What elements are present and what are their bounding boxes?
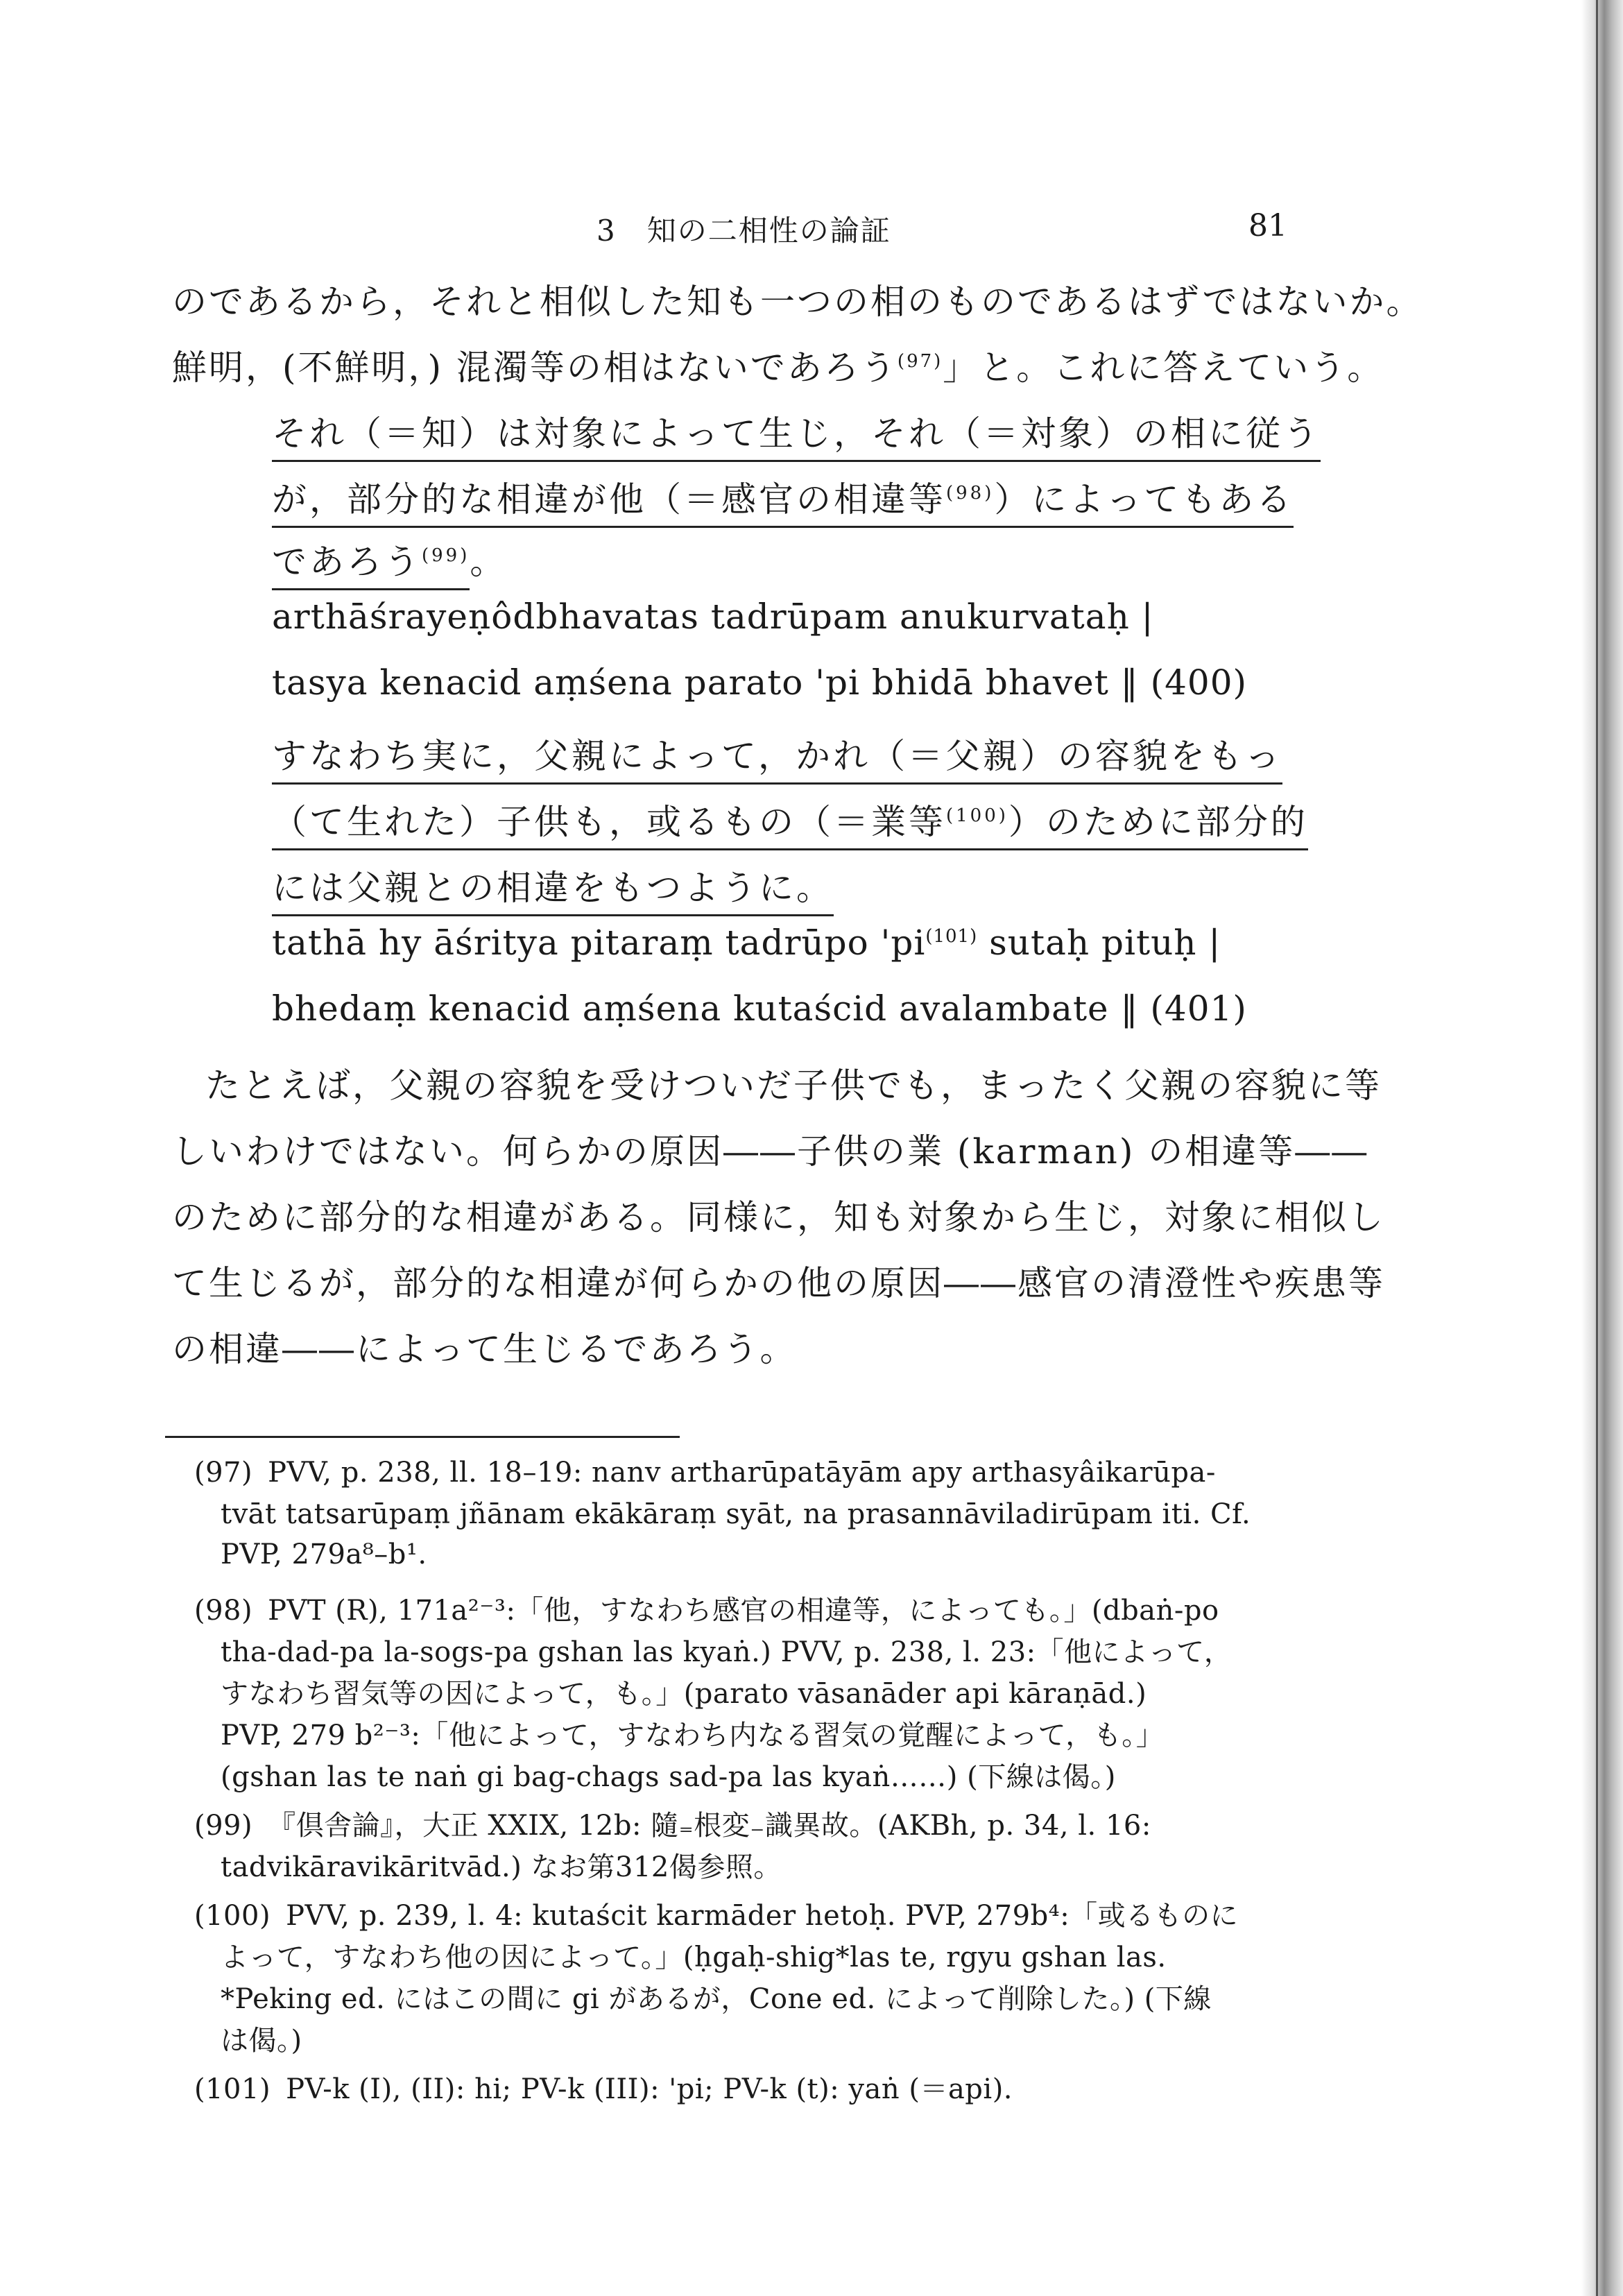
sanskrit-verse-line: tasya kenacid aṃśena parato 'pi bhidā bhavet ‖ (400) (272, 662, 1248, 703)
body-text-line: のために部分的な相違がある。同様に，知も対象から生じ，対象に相似し (172, 1197, 1385, 1237)
footnote-number: (97) (194, 1457, 253, 1489)
footnote-ref[interactable]: (100) (946, 805, 1008, 826)
verse-text: ）のために部分的 (1008, 802, 1308, 842)
footnote-number: (99) (194, 1810, 253, 1842)
body-text-line: の相違――によって生じるであろう。 (172, 1329, 797, 1369)
footnote-text-line: tadvikāravikāritvād.) なお第312偈参照。 (221, 1851, 782, 1883)
footnote-ref[interactable]: (98) (946, 483, 995, 504)
scan-edge-shadow (1581, 0, 1623, 2296)
footnote-text-line: よって，すなわち他の因によって。」(ḥgaḥ-shig*las te, rgyu gshan las. (221, 1942, 1167, 1973)
underlined-verse-text (272, 794, 1308, 850)
footnote-98 (194, 1588, 1219, 1628)
verse-text: が，部分的な相違が他（＝感官の相違等 (272, 479, 946, 520)
sanskrit-verse-line (272, 923, 1221, 963)
sanskrit-text: sutaḥ pituḥ | (977, 923, 1221, 963)
verse-translation-line (272, 534, 507, 590)
sanskrit-text: tathā hy āśritya pitaraṃ tadrūpo 'pi (272, 923, 926, 963)
footnote-text-line: は偈。) (221, 2025, 302, 2057)
footnote-text-line: tha-dad-pa la-sogs-pa gshan las kyaṅ.) PVV, p. 238, l. 23:「他によって， (221, 1636, 1233, 1668)
footnote-text: PVT (R), 171a²⁻³:「他，すなわち感官の相違等，によっても。」(dbaṅ-po (268, 1595, 1219, 1627)
verse-translation-line (272, 472, 1294, 528)
footnote-text-line: すなわち習気等の因によって，も。」(parato vāsanāder api kāraṇād.) (221, 1678, 1147, 1710)
footnote-text: PVV, p. 238, ll. 18–19: nanv artharūpatāyām apy arthasyâikarūpa- (268, 1457, 1216, 1489)
verse-translation-line (272, 860, 834, 916)
verse-text: （て生れた）子供も，或るもの（＝業等 (272, 802, 946, 842)
verse-text: ）によってもある (994, 479, 1294, 520)
page-number: 81 (1248, 208, 1287, 243)
underlined-verse-text: には父親との相違をもつように。 (272, 860, 834, 916)
running-head: 3 知の二相性の論証 (596, 214, 891, 248)
footnote-text-line: tvāt tatsarūpaṃ jñānam ekākāraṃ syāt, na prasannāviladirūpam iti. Cf. (221, 1498, 1251, 1530)
footnote-number: (100) (194, 1900, 271, 1932)
footnote-97 (194, 1457, 1216, 1489)
verse-text: 。 (470, 542, 508, 582)
body-text-line: たとえば，父親の容貌を受けついだ子供でも，まったく父親の容貌に等 (205, 1065, 1382, 1106)
footnote-number: (101) (194, 2073, 271, 2105)
body-text-line: て生じるが，部分的な相違が何らかの他の原因――感官の清澄性や疾患等 (172, 1263, 1385, 1303)
footnote-ref[interactable]: (97) (897, 351, 943, 372)
footnote-text-line: PVP, 279a⁸–b¹. (221, 1539, 427, 1570)
underlined-verse-text: すなわち実に，父親によって，かれ（＝父親）の容貌をもっ (272, 728, 1282, 785)
verse-translation-line (272, 728, 1282, 785)
footnote-99 (194, 1804, 1151, 1843)
footnote-ref[interactable]: (99) (422, 545, 470, 566)
footnote-text-line: *Peking ed. にはこの間に gi があるが，Cone ed. によって削除した。) (下線 (221, 1983, 1212, 2015)
footnote-text: PVV, p. 239, l. 4: kutaścit karmāder hetoḥ. PVP, 279b⁴:「或るものに (286, 1900, 1239, 1932)
sanskrit-verse-line: arthāśrayeṇôdbhavatas tadrūpam anukurvataḥ | (272, 597, 1154, 637)
body-text-line (172, 340, 1384, 390)
footnote-text: PV-k (I), (II): hi; PV-k (III): 'pi; PV-k (t): yaṅ (＝api). (286, 2073, 1013, 2105)
footnote-text: 『倶舎論』，大正 XXIX, 12b: 隨₌根変₋識異故。(AKBh, p. 34, l. 16: (268, 1810, 1151, 1842)
verse-text: であろう (272, 542, 422, 582)
sanskrit-verse-line: bhedaṃ kenacid aṃśena kutaścid avalambate ‖ (401) (272, 988, 1247, 1029)
footnote-100 (194, 1894, 1238, 1933)
body-text: 鮮明，(不鮮明，) 混濁等の相はないであろう (172, 348, 898, 388)
footnote-number: (98) (194, 1595, 253, 1627)
underlined-verse-text (272, 534, 470, 590)
underlined-verse-text: それ（＝知）は対象によって生じ，それ（＝対象）の相に従う (272, 406, 1321, 462)
underlined-verse-text (272, 472, 1294, 528)
verse-translation-line (272, 406, 1321, 462)
body-text-line: しいわけではない。何らかの原因――子供の業 (karman) の相違等―― (172, 1131, 1369, 1172)
scan-edge-line (1596, 0, 1598, 2296)
footnote-text-line: (gshan las te naṅ gi bag-chags sad-pa las kyaṅ……) (下線は偈。) (221, 1761, 1116, 1793)
footnote-ref[interactable]: (101) (925, 926, 978, 947)
footnote-101 (194, 2067, 1013, 2107)
verse-translation-line (272, 794, 1308, 850)
body-text-line: のであるから，それと相似した知も一つの相のものであるはずではないか。 (172, 282, 1423, 322)
footnote-rule (165, 1436, 680, 1438)
footnote-text-line: PVP, 279 b²⁻³:「他によって，すなわち内なる習気の覚醒によって，も。」 (221, 1720, 1165, 1751)
body-text: 」と。これに答えていう。 (943, 348, 1384, 388)
